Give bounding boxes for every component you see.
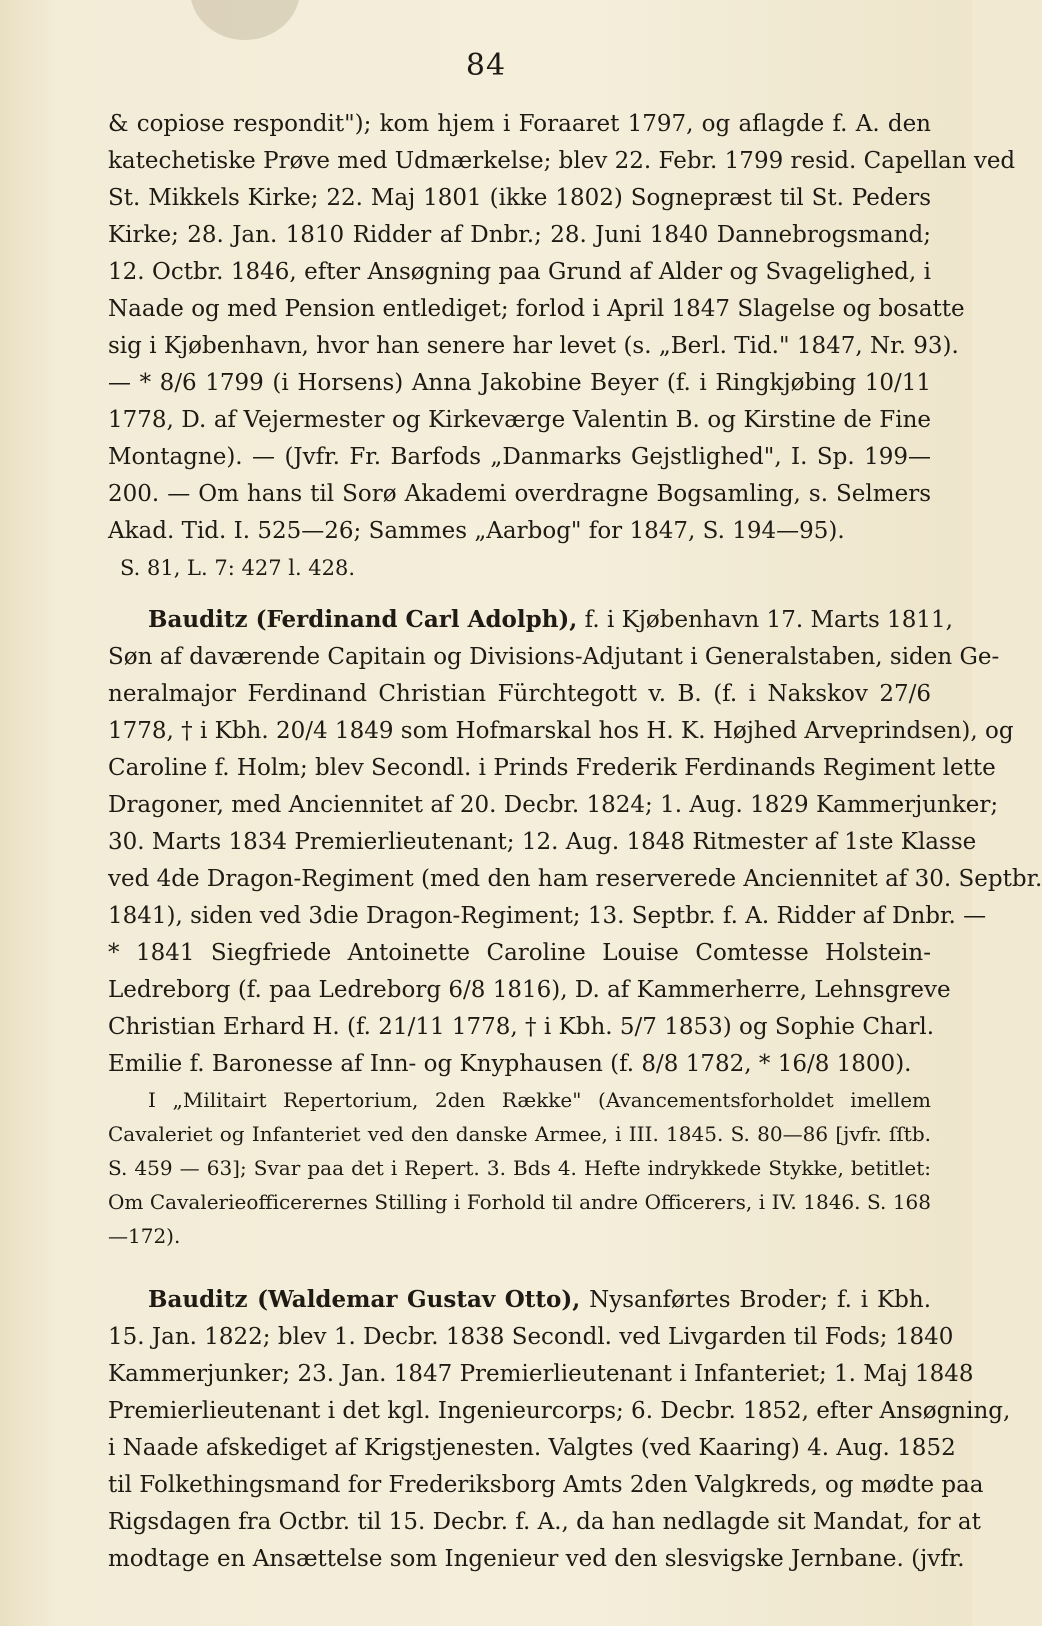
entry-continuation [108,106,1016,550]
correction-note: S. 81, L. 7: 427 l. 428. [120,556,356,580]
text-line: i Naade afskediget af Krigstjenesten. Valgtes (ved Kaaring) 4. Aug. 1852 [108,1435,956,1461]
entry-ferdinand [108,601,1042,1083]
text-line: Emilie f. Baronesse af Inn- og Knyphausen (f. 8/8 1782, * 16/8 1800). [108,1051,912,1077]
text-line: 1778, D. af Vejermester og Kirkeværge Valentin B. og Kirstine de Fine [108,407,931,433]
text-line: Akad. Tid. I. 525—26; Sammes „Aarbog" for 1847, S. 194—95). [108,518,845,544]
text-line: neralmajor Ferdinand Christian Fürchtegott v. B. (f. i Nakskov 27/6 [108,681,931,707]
text-line: 1778, † i Kbh. 20/4 1849 som Hofmarskal hos H. K. Højhed Arveprindsen), og [108,718,1014,744]
text-line: 12. Octbr. 1846, efter Ansøgning paa Grund af Alder og Svagelighed, i [108,259,931,285]
text-line: f. i Kjøbenhavn 17. Marts 1811, [584,607,953,633]
entry-name: Bauditz (Ferdinand Carl Adolph), [148,606,578,633]
note-line: S. 459 — 63]; Svar paa det i Repert. 3. Bds 4. Hefte indrykkede Stykke, betitlet: [108,1156,931,1180]
text-line: Premierlieutenant i det kgl. Ingenieurcorps; 6. Decbr. 1852, efter Ansøgning, [108,1398,1011,1424]
text-line: Rigsdagen fra Octbr. til 15. Decbr. f. A., da han nedlagde sit Mandat, for at [108,1509,981,1535]
text-line: katechetiske Prøve med Udmærkelse; blev 22. Febr. 1799 resid. Capellan ved [108,148,1016,174]
note-line: Om Cavalerieofficerernes Stilling i Forhold til andre Officerers, i IV. 1846. S. 168 [108,1190,931,1214]
page-hole [190,0,300,40]
text-line: Kammerjunker; 23. Jan. 1847 Premierlieutenant i Infanteriet; 1. Maj 1848 [108,1361,974,1387]
page-body [108,106,1042,1578]
text-line: Kirke; 28. Jan. 1810 Ridder af Dnbr.; 28. Juni 1840 Dannebrogsmand; [108,222,931,248]
note-line: Cavaleriet og Infanteriet ved den danske Armee, i III. 1845. S. 80—86 [jvfr. ſſtb. [108,1122,931,1146]
text-line: Søn af daværende Capitain og Divisions-Adjutant i Generalstaben, siden Ge- [108,644,1000,670]
text-line: 15. Jan. 1822; blev 1. Decbr. 1838 Secondl. ved Livgarden til Fods; 1840 [108,1324,954,1350]
page-number: 84 [465,48,507,83]
text-line: 1841), siden ved 3die Dragon-Regiment; 13. Septbr. f. A. Ridder af Dnbr. — [108,903,987,929]
text-line: Caroline f. Holm; blev Secondl. i Prinds Frederik Ferdinands Regiment lette [108,755,996,781]
text-line: St. Mikkels Kirke; 22. Maj 1801 (ikke 1802) Sognepræst til St. Peders [108,185,931,211]
text-line: ved 4de Dragon-Regiment (med den ham reserverede Anciennitet af 30. Septbr. [108,866,1042,892]
text-line: til Folkethingsmand for Frederiksborg Amts 2den Valgkreds, og mødte paa [108,1472,984,1498]
entry-note [108,1083,931,1253]
text-line: modtage en Ansættelse som Ingenieur ved den slesvigske Jernbane. (jvfr. [108,1546,965,1572]
text-line: 200. — Om hans til Sorø Akademi overdragne Bogsamling, s. Selmers [108,481,931,507]
text-line: Nysanførtes Broder; f. i Kbh. [589,1287,932,1313]
text-line: Dragoner, med Anciennitet af 20. Decbr. 1824; 1. Aug. 1829 Kammerjunker; [108,792,999,818]
text-line: Montagne). — (Jvfr. Fr. Barfods „Danmarks Gejstlighed", I. Sp. 199— [108,444,931,470]
entry-waldemar [108,1281,1011,1578]
text-line: Ledreborg (f. paa Ledreborg 6/8 1816), D. af Kammerherre, Lehnsgreve [108,977,951,1003]
text-line: — * 8/6 1799 (i Horsens) Anna Jakobine Beyer (f. i Ringkjøbing 10/11 [108,370,931,396]
entry-name: Bauditz (Waldemar Gustav Otto), [148,1286,581,1313]
text-line: Christian Erhard H. (f. 21/11 1778, † i Kbh. 5/7 1853) og Sophie Charl. [108,1014,935,1040]
text-line: * 1841 Siegfriede Antoinette Caroline Louise Comtesse Holstein- [108,940,931,966]
note-line: —172). [108,1224,181,1248]
text-line: 30. Marts 1834 Premierlieutenant; 12. Aug. 1848 Ritmester af 1ste Klasse [108,829,977,855]
text-line: Naade og med Pension entlediget; forlod i April 1847 Slagelse og bosatte [108,296,965,322]
text-line: sig i Kjøbenhavn, hvor han senere har levet (s. „Berl. Tid." 1847, Nr. 93). [108,333,959,359]
text-line: & copiose respondit"); kom hjem i Foraaret 1797, og aflagde f. A. den [108,111,931,137]
note-line: I „Militairt Repertorium, 2den Række" (Avancementsforholdet imellem [148,1088,931,1112]
